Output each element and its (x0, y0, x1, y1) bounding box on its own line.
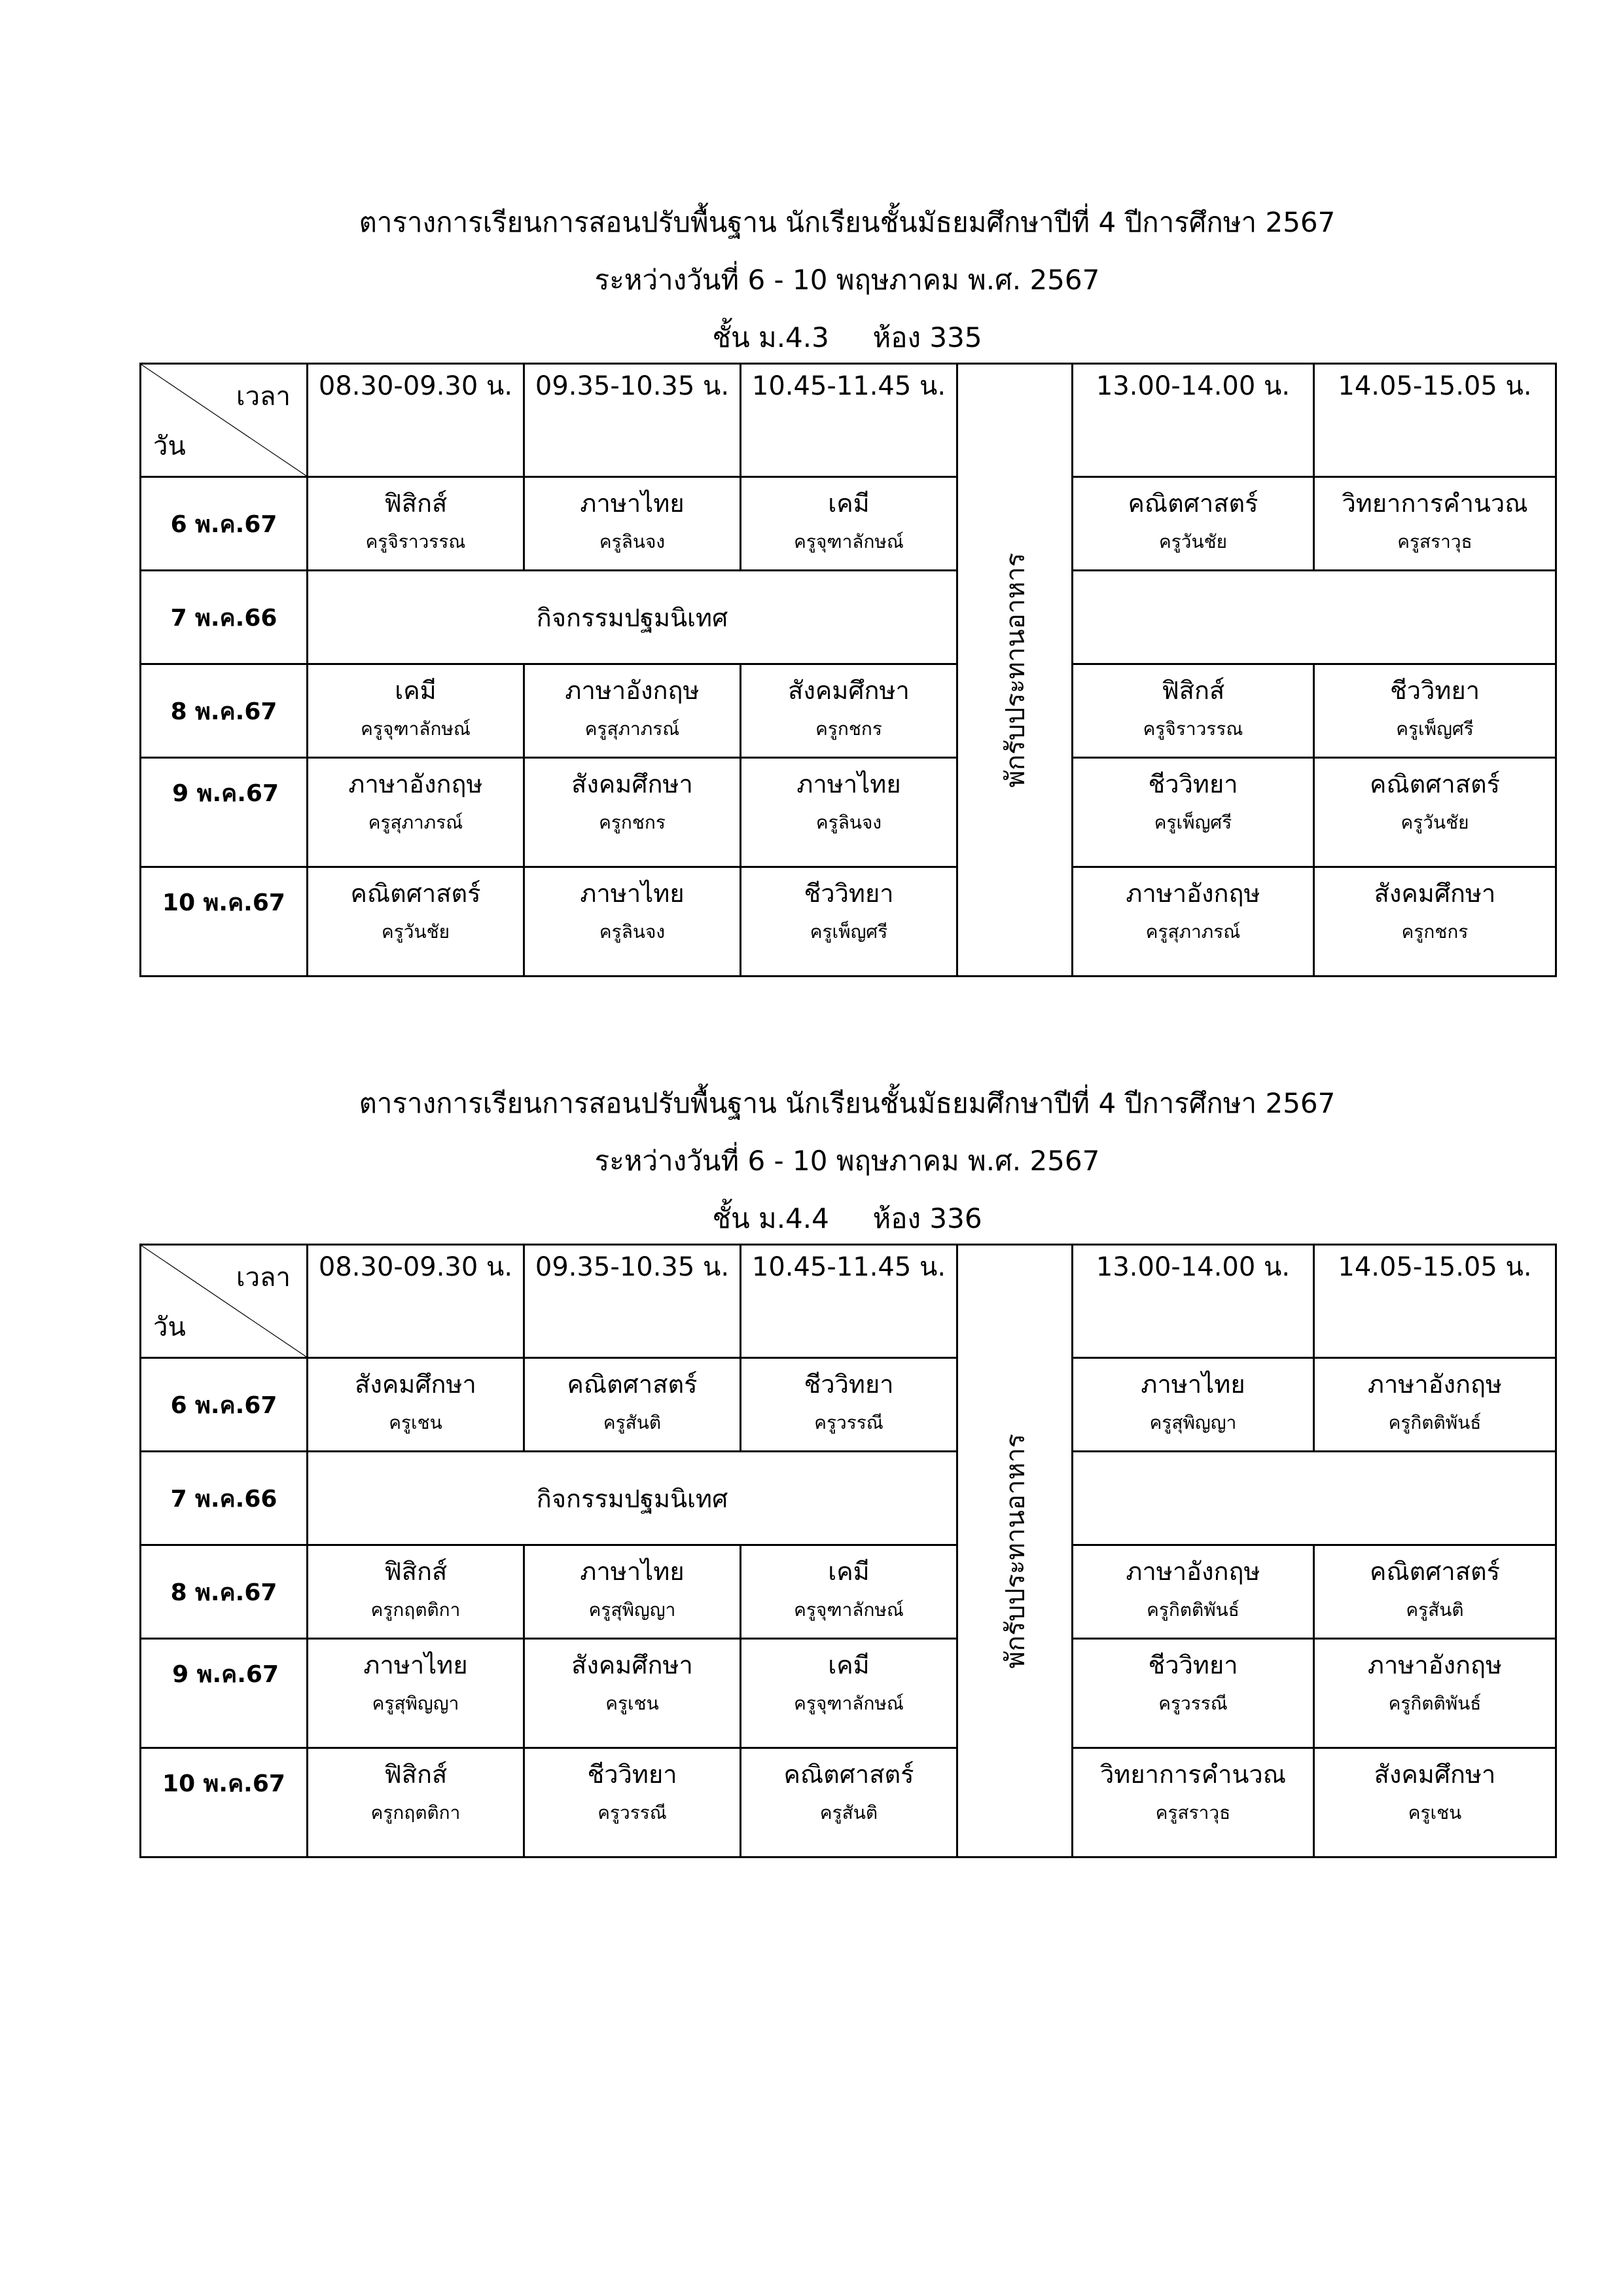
subject: เคมี (828, 1651, 870, 1679)
class-cell (524, 1545, 741, 1639)
subject: คณิตศาสตร์ (567, 1370, 698, 1399)
class-cell (1073, 1358, 1314, 1452)
corner-cell (141, 364, 308, 477)
lunch-break-column (957, 1245, 1073, 1857)
time-header: 13.00-14.00 น. (1073, 364, 1314, 477)
document-title: ตารางการเรียนการสอนปรับพื้นฐาน นักเรียนชั้นมัธยมศึกษาปีที่ 4 ปีการศึกษา 2567 (359, 206, 1336, 238)
day-cell: 6 พ.ค.67 (141, 477, 308, 571)
subject: ชีววิทยา (1148, 1651, 1238, 1679)
class-cell (308, 758, 524, 867)
teacher: ครูลินจง (815, 812, 882, 833)
schedule-row (141, 1639, 1556, 1748)
class-cell (1073, 867, 1314, 977)
class-cell (1314, 477, 1556, 571)
lunch-break-column (957, 364, 1073, 977)
class-cell (308, 477, 524, 571)
subject: ภาษาไทย (796, 770, 901, 798)
subject: ภาษาอังกฤษ (1126, 1557, 1260, 1586)
subject: ฟิสิกส์ (383, 1557, 448, 1586)
class-cell (1314, 1748, 1556, 1857)
teacher: ครูเชน (389, 1412, 442, 1433)
class-cell (1073, 477, 1314, 571)
class-cell (1073, 1748, 1314, 1857)
class-cell (308, 1545, 524, 1639)
teacher: ครูกฤตติกา (370, 1599, 461, 1621)
timetable (139, 1244, 1557, 1858)
teacher: ครูกฤตติกา (370, 1802, 461, 1823)
teacher: ครูสุพิญญา (372, 1693, 459, 1714)
teacher: ครูเพ็ญศรี (1154, 812, 1232, 833)
class-cell (524, 867, 741, 977)
header-row (141, 364, 1556, 477)
schedule-row (141, 664, 1556, 758)
subject: ภาษาอังกฤษ (1126, 879, 1260, 908)
subject: สังคมศึกษา (1374, 879, 1496, 908)
day-cell: 8 พ.ค.67 (141, 664, 308, 758)
orientation-activity: กิจกรรมปฐมนิเทศ (308, 1452, 957, 1545)
subject: ภาษาอังกฤษ (1367, 1370, 1503, 1399)
schedule-row (141, 1545, 1556, 1639)
timetable-block (139, 194, 1555, 942)
class-cell (1314, 867, 1556, 977)
teacher: ครูกิตติพันธ์ (1147, 1599, 1240, 1621)
lunch-break-label: พักรับประทานอาหาร (1000, 552, 1031, 787)
day-cell: 9 พ.ค.67 (141, 1639, 308, 1748)
subject: สังคมศึกษา (355, 1370, 476, 1399)
subject: ชีววิทยา (587, 1760, 677, 1789)
class-cell (524, 1358, 741, 1452)
subject: คณิตศาสตร์ (350, 879, 481, 908)
corner-day-label: วัน (153, 1312, 186, 1342)
teacher: ครูเชน (605, 1693, 659, 1714)
subject: สังคมศึกษา (788, 676, 910, 705)
schedule-row (141, 1452, 1556, 1545)
day-cell: 10 พ.ค.67 (141, 1748, 308, 1857)
document-title: ตารางการเรียนการสอนปรับพื้นฐาน นักเรียนชั้นมัธยมศึกษาปีที่ 4 ปีการศึกษา 2567 (359, 1087, 1336, 1119)
class-cell (1073, 758, 1314, 867)
class-cell (741, 664, 957, 758)
subject: ภาษาไทย (363, 1651, 468, 1679)
day-cell: 6 พ.ค.67 (141, 1358, 308, 1452)
class-cell (1314, 1358, 1556, 1452)
schedule-row (141, 477, 1556, 571)
subject: ภาษาอังกฤษ (348, 770, 483, 798)
subject: ชีววิทยา (1148, 770, 1238, 798)
subject: คณิตศาสตร์ (1128, 489, 1258, 518)
class-cell (308, 1639, 524, 1748)
teacher: ครูลินจง (599, 531, 666, 552)
class-cell (1073, 664, 1314, 758)
teacher: ครูกชกร (1401, 921, 1469, 942)
time-header: 08.30-09.30 น. (308, 364, 524, 477)
empty-afternoon-cell (1073, 571, 1556, 664)
empty-afternoon-cell (1073, 1452, 1556, 1545)
header-row (141, 1245, 1556, 1358)
class-cell (524, 664, 741, 758)
teacher: ครูวันชัย (381, 921, 450, 942)
teacher: ครูจุฑาลักษณ์ (794, 1693, 904, 1714)
teacher: ครูวรรณี (814, 1412, 883, 1433)
time-header: 08.30-09.30 น. (308, 1245, 524, 1358)
class-room: ชั้น ม.4.3 ห้อง 335 (712, 321, 982, 353)
subject: วิทยาการคำนวณ (1099, 1760, 1287, 1789)
teacher: ครูสุภาภรณ์ (368, 812, 463, 833)
timetable-block (139, 1075, 1555, 1823)
class-cell (1314, 1639, 1556, 1748)
subject: สังคมศึกษา (571, 770, 693, 798)
teacher: ครูสันติ (819, 1802, 878, 1823)
teacher: ครูกชกร (815, 718, 882, 740)
teacher: ครูสันติ (1406, 1599, 1464, 1621)
schedule-row (141, 1748, 1556, 1857)
teacher: ครูกิตติพันธ์ (1388, 1693, 1482, 1714)
teacher: ครูสันติ (603, 1412, 662, 1433)
subject: เคมี (395, 676, 437, 705)
subject: ภาษาไทย (580, 1557, 685, 1586)
corner-cell (141, 1245, 308, 1358)
lunch-break-label: พักรับประทานอาหาร (1000, 1433, 1031, 1668)
day-cell: 8 พ.ค.67 (141, 1545, 308, 1639)
class-cell (741, 1545, 957, 1639)
teacher: ครูจิราวรรณ (1143, 718, 1243, 740)
subject: สังคมศึกษา (571, 1651, 693, 1679)
teacher: ครูสุภาภรณ์ (1145, 921, 1241, 942)
class-cell (741, 477, 957, 571)
time-header: 14.05-15.05 น. (1314, 1245, 1556, 1358)
teacher: ครูจุฑาลักษณ์ (794, 1599, 904, 1621)
teacher: ครูวันชัย (1400, 812, 1469, 833)
class-cell (308, 664, 524, 758)
teacher: ครูวรรณี (597, 1802, 667, 1823)
date-range: ระหว่างวันที่ 6 - 10 พฤษภาคม พ.ศ. 2567 (594, 1145, 1100, 1177)
teacher: ครูจุฑาลักษณ์ (794, 531, 904, 552)
class-cell (741, 867, 957, 977)
schedule-row (141, 571, 1556, 664)
subject: เคมี (828, 489, 870, 518)
subject: ฟิสิกส์ (1161, 676, 1225, 705)
subject: คณิตศาสตร์ (1369, 1557, 1501, 1586)
schedule-row (141, 1358, 1556, 1452)
class-cell (1314, 1545, 1556, 1639)
subject: ภาษาอังกฤษ (565, 676, 700, 705)
corner-day-label: วัน (153, 431, 186, 461)
subject: ภาษาไทย (580, 489, 685, 518)
subject: วิทยาการคำนวณ (1342, 489, 1528, 518)
subject: ภาษาไทย (580, 879, 685, 908)
teacher: ครูสราวุธ (1155, 1802, 1231, 1823)
class-cell (741, 758, 957, 867)
teacher: ครูวันชัย (1158, 531, 1228, 552)
time-header: 10.45-11.45 น. (741, 364, 957, 477)
class-cell (1314, 664, 1556, 758)
day-cell: 7 พ.ค.66 (141, 1452, 308, 1545)
subject: ชีววิทยา (804, 879, 894, 908)
orientation-activity: กิจกรรมปฐมนิเทศ (308, 571, 957, 664)
class-cell (524, 477, 741, 571)
time-header: 09.35-10.35 น. (524, 364, 741, 477)
subject: คณิตศาสตร์ (1369, 770, 1501, 798)
teacher: ครูเชน (1408, 1802, 1462, 1823)
class-cell (741, 1748, 957, 1857)
time-header: 14.05-15.05 น. (1314, 364, 1556, 477)
teacher: ครูสุพิญญา (588, 1599, 676, 1621)
teacher: ครูสุพิญญา (1149, 1412, 1237, 1433)
corner-time-label: เวลา (236, 1263, 291, 1293)
day-cell: 7 พ.ค.66 (141, 571, 308, 664)
time-header: 09.35-10.35 น. (524, 1245, 741, 1358)
teacher: ครูสราวุธ (1397, 531, 1472, 552)
class-cell (741, 1639, 957, 1748)
day-cell: 9 พ.ค.67 (141, 758, 308, 867)
time-header: 13.00-14.00 น. (1073, 1245, 1314, 1358)
timetable (139, 363, 1557, 977)
subject: ภาษาอังกฤษ (1367, 1651, 1503, 1679)
teacher: ครูสุภาภรณ์ (584, 718, 680, 740)
class-cell (308, 1748, 524, 1857)
class-cell (308, 867, 524, 977)
schedule-row (141, 867, 1556, 977)
class-cell (1314, 758, 1556, 867)
teacher: ครูจิราวรรณ (365, 531, 466, 552)
subject: เคมี (828, 1557, 870, 1586)
date-range: ระหว่างวันที่ 6 - 10 พฤษภาคม พ.ศ. 2567 (594, 264, 1100, 296)
subject: ชีววิทยา (804, 1370, 894, 1399)
subject: ภาษาไทย (1141, 1370, 1245, 1399)
subject: คณิตศาสตร์ (783, 1760, 914, 1789)
corner-time-label: เวลา (236, 382, 291, 412)
teacher: ครูกิตติพันธ์ (1388, 1412, 1482, 1433)
subject: ฟิสิกส์ (383, 489, 448, 518)
teacher: ครูลินจง (599, 921, 666, 942)
day-cell: 10 พ.ค.67 (141, 867, 308, 977)
class-room: ชั้น ม.4.4 ห้อง 336 (712, 1202, 982, 1234)
teacher: ครูเพ็ญศรี (1396, 718, 1474, 740)
class-cell (524, 1639, 741, 1748)
time-header: 10.45-11.45 น. (741, 1245, 957, 1358)
class-cell (524, 1748, 741, 1857)
subject: สังคมศึกษา (1374, 1760, 1496, 1789)
class-cell (308, 1358, 524, 1452)
subject: ชีววิทยา (1389, 676, 1480, 705)
teacher: ครูจุฑาลักษณ์ (361, 718, 471, 740)
class-cell (524, 758, 741, 867)
teacher: ครูกชกร (599, 812, 666, 833)
class-cell (1073, 1639, 1314, 1748)
schedule-row (141, 758, 1556, 867)
class-cell (1073, 1545, 1314, 1639)
teacher: ครูเพ็ญศรี (810, 921, 888, 942)
teacher: ครูวรรณี (1158, 1693, 1228, 1714)
subject: ฟิสิกส์ (383, 1760, 448, 1789)
class-cell (741, 1358, 957, 1452)
